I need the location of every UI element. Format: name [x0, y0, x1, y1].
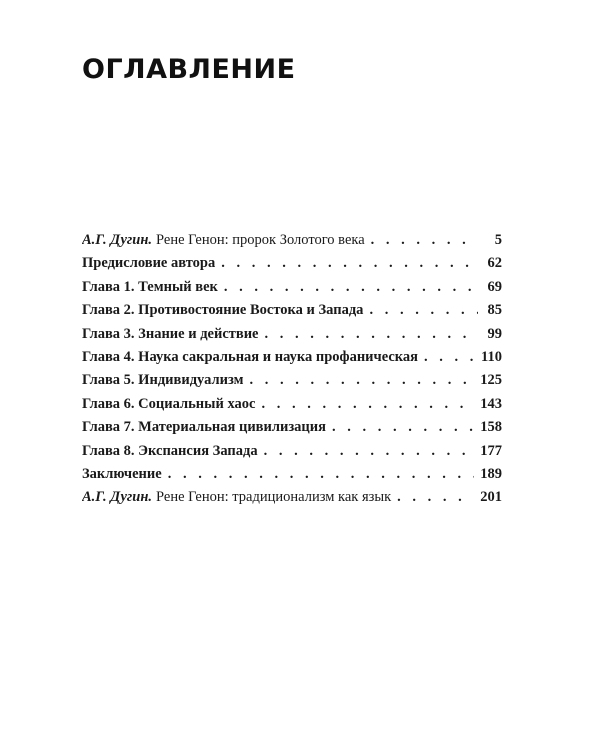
toc-entry-2 [82, 279, 502, 302]
toc-title: Глава 3. Знание и действие [82, 325, 259, 342]
dot-leader [332, 419, 474, 436]
dot-leader [221, 255, 478, 272]
toc-entry-10 [82, 466, 502, 489]
toc-entry-8 [82, 419, 502, 442]
dot-leader [397, 489, 474, 506]
toc-page-number: 85 [487, 302, 502, 319]
toc-author: А.Г. Дугин. [82, 232, 153, 248]
toc-title: Глава 6. Социальный хаос [82, 395, 256, 412]
toc-entry-5 [82, 349, 502, 372]
toc-title: Рене Генон: пророк Золотого века [156, 232, 365, 248]
dot-leader [265, 326, 479, 343]
dot-leader [168, 466, 475, 483]
toc-page-number: 143 [480, 395, 502, 412]
toc-entry-1 [82, 255, 502, 278]
toc-page-number: 189 [480, 465, 502, 482]
toc-page-number: 62 [487, 255, 502, 272]
toc-title: Заключение [82, 465, 162, 482]
toc-entry-7 [82, 396, 502, 419]
dot-leader [369, 302, 478, 319]
table-of-contents [82, 232, 502, 513]
toc-title: Глава 1. Темный век [82, 278, 218, 295]
toc-title: Глава 2. Противостояние Востока и Запада [82, 302, 364, 319]
toc-page-number: 158 [480, 419, 502, 436]
toc-page-number: 69 [487, 278, 502, 295]
toc-page-number: 99 [487, 325, 502, 342]
toc-page-number: 5 [494, 232, 502, 248]
toc-entry-0 [82, 232, 502, 255]
toc-entry-3 [82, 302, 502, 325]
dot-leader [424, 349, 475, 366]
toc-title: Предисловие автора [82, 255, 216, 272]
toc-title: Глава 7. Материальная цивилизация [82, 419, 326, 436]
dot-leader [261, 396, 474, 413]
toc-entry-11 [82, 489, 502, 512]
dot-leader [224, 279, 478, 296]
toc-title: Глава 5. Индивидуализм [82, 372, 244, 389]
toc-entry-6 [82, 372, 502, 395]
toc-entry-4 [82, 326, 502, 349]
toc-page-number: 177 [480, 442, 502, 459]
dot-leader [249, 372, 474, 389]
page-title: ОГЛАВЛЕНИЕ [82, 54, 296, 85]
dot-leader [371, 232, 478, 249]
toc-author: А.Г. Дугин. [82, 489, 153, 506]
toc-entry-9 [82, 443, 502, 466]
toc-title: Рене Генон: традиционализм как язык [156, 489, 392, 506]
toc-page-number: 201 [480, 489, 502, 506]
toc-page-number: 110 [481, 348, 502, 365]
toc-title: Глава 4. Наука сакральная и наука профаническая [82, 348, 418, 365]
toc-page-number: 125 [480, 372, 502, 389]
dot-leader [264, 443, 475, 460]
toc-title: Глава 8. Экспансия Запада [82, 442, 258, 459]
